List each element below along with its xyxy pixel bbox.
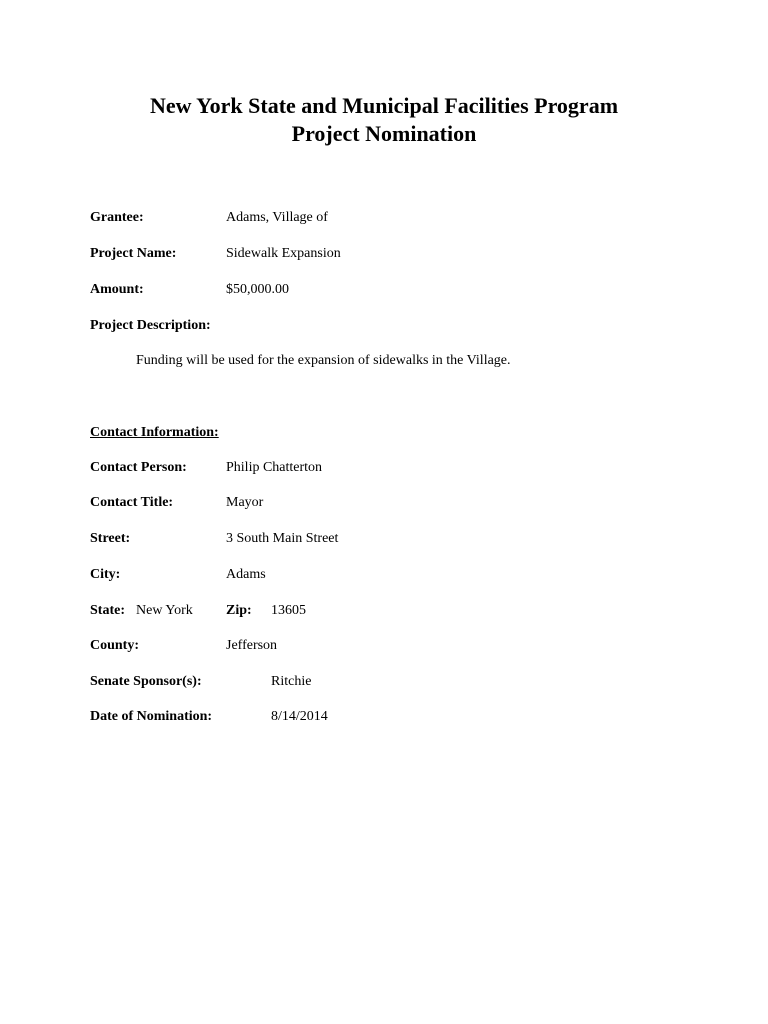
project-name-label: Project Name:: [90, 246, 177, 261]
amount-value: $50,000.00: [226, 282, 289, 297]
senate-sponsor-value: Ritchie: [271, 674, 312, 689]
grantee-value: Adams, Village of: [226, 210, 328, 225]
date-of-nomination-label: Date of Nomination:: [90, 709, 213, 724]
street-value: 3 South Main Street: [226, 531, 339, 546]
project-description-text: Funding will be used for the expansion of sidewalks in the Village.: [136, 353, 511, 368]
amount-label: Amount:: [90, 282, 144, 297]
date-of-nomination-value: 8/14/2014: [271, 709, 328, 724]
project-description-label: Project Description:: [90, 318, 211, 333]
contact-title-value: Mayor: [226, 495, 264, 510]
contact-title-label: Contact Title:: [90, 495, 174, 510]
state-value: New York: [136, 603, 193, 618]
grantee-label: Grantee:: [90, 210, 144, 225]
city-label: City:: [90, 567, 121, 582]
document-title: New York State and Municipal Facilities Program: [149, 93, 619, 118]
state-label: State:: [90, 603, 125, 618]
contact-information-heading: Contact Information:: [90, 425, 219, 440]
zip-value: 13605: [271, 603, 306, 618]
contact-person-value: Philip Chatterton: [226, 460, 323, 475]
project-name-value: Sidewalk Expansion: [226, 246, 341, 261]
document-subtitle: Project Nomination: [291, 121, 477, 146]
city-value: Adams: [226, 567, 266, 582]
zip-label: Zip:: [226, 603, 252, 618]
county-label: County:: [90, 638, 140, 653]
county-value: Jefferson: [226, 638, 278, 653]
contact-person-label: Contact Person:: [90, 460, 187, 475]
senate-sponsor-label: Senate Sponsor(s):: [90, 674, 202, 689]
street-label: Street:: [90, 531, 131, 546]
